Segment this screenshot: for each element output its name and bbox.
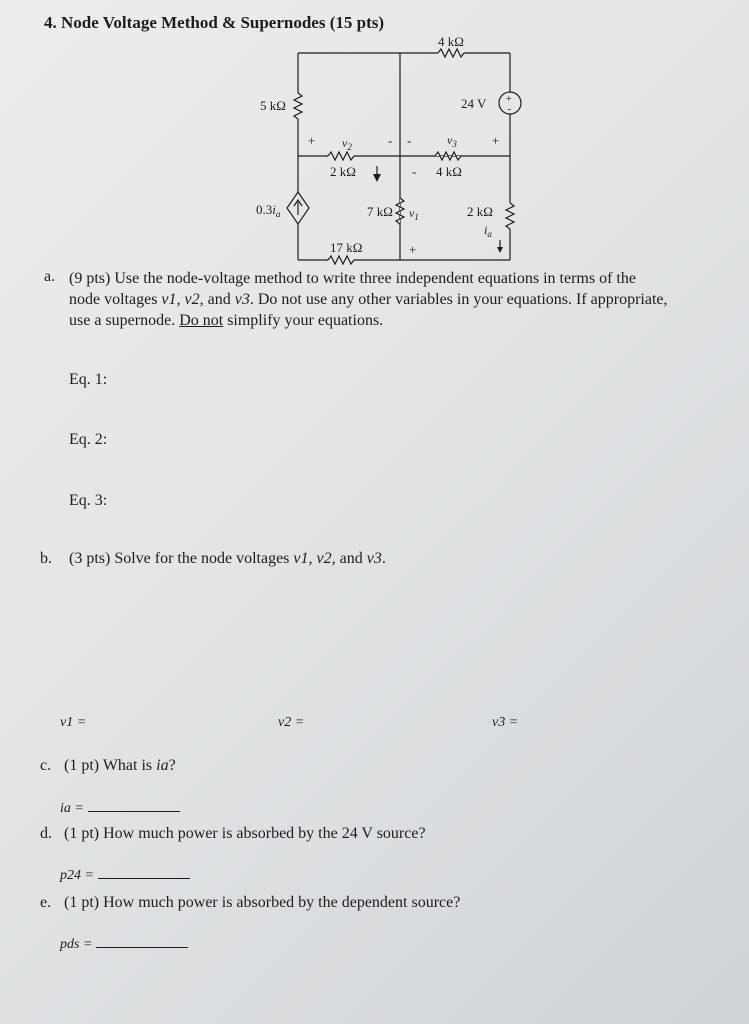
src-minus-sign: - — [507, 103, 512, 115]
part-e-label: e. — [40, 894, 52, 911]
part-e-text: (1 pt) How much power is absorbed by the dependent source? — [64, 894, 461, 911]
part-c-label: c. — [40, 757, 52, 774]
eq1-label: Eq. 1: — [69, 371, 108, 388]
part-b-label: b. — [40, 550, 52, 567]
eq2-label: Eq. 2: — [69, 431, 108, 448]
label-v2: $v_2$ — [342, 136, 352, 152]
part-a-points: (9 pts) — [69, 270, 111, 287]
label-24v: 24 V — [461, 96, 487, 111]
label-v3: $v_3$ — [447, 133, 457, 149]
resistor-17k — [328, 256, 354, 264]
v2-answer: v2 = — [278, 715, 305, 730]
part-d-label: d. — [40, 825, 52, 842]
v3-answer: v3 = — [492, 715, 519, 730]
problem-title: 4. Node Voltage Method & Supernodes (15 pts) — [44, 13, 385, 32]
resistor-4k-v3 — [435, 152, 461, 160]
label-ia: $i_a$ — [484, 223, 492, 239]
label-r-7k: 7 kΩ — [367, 204, 393, 219]
resistor-4k-top — [438, 49, 464, 57]
eq3-label: Eq. 3: — [69, 492, 108, 509]
p24-answer-blank[interactable] — [98, 865, 190, 879]
pds-answer: pds = — [60, 934, 188, 953]
part-d-text: (1 pt) How much power is absorbed by the 24 V source? — [64, 825, 426, 842]
resistor-2k-v2 — [328, 152, 354, 160]
v3-minus: - — [407, 133, 412, 148]
circuit-diagram — [230, 28, 540, 278]
resistor-2k-right — [506, 203, 514, 229]
label-dep-src: $0.3i_a$ — [256, 202, 281, 219]
part-a-label: a. — [44, 268, 56, 285]
v2-minus: - — [388, 133, 393, 148]
v1-plus: + — [409, 242, 417, 257]
label-r-right: 2 kΩ — [467, 204, 493, 219]
current-arrow-head — [373, 174, 381, 182]
mid-minus: - — [412, 164, 417, 179]
ia-answer: ia = — [60, 798, 180, 817]
v2-plus: + — [308, 133, 316, 148]
v1-answer: v1 = — [60, 715, 87, 730]
label-r-v3: 4 kΩ — [436, 164, 462, 179]
part-b-text: (3 pts) Solve for the node voltages v1, v2, and v3. — [69, 550, 386, 567]
v3-plus: + — [492, 133, 500, 148]
label-r-top: 4 kΩ — [438, 34, 464, 49]
resistor-7k — [396, 198, 404, 224]
pds-answer-blank[interactable] — [96, 934, 188, 948]
ia-arrow-head — [497, 247, 503, 253]
part-a-line1: Use the node-voltage method to write three independent equations in terms of the — [114, 270, 636, 287]
part-a-text: (9 pts) Use the node-voltage method to write three independent equations in terms of the node voltages v1, v2, and v3. Do not use any other variables in your equations. If appropriate, use a supernode. Do not simplify your equations. — [69, 270, 668, 329]
ia-answer-blank[interactable] — [88, 798, 180, 812]
label-v1: $v_1$ — [409, 206, 419, 222]
p24-answer: p24 = — [60, 865, 190, 884]
label-r-left: 5 kΩ — [260, 98, 286, 113]
label-r-bottom: 17 kΩ — [330, 240, 363, 255]
label-r-v2: 2 kΩ — [330, 164, 356, 179]
src-plus-sign: + — [506, 94, 512, 105]
resistor-5k — [294, 93, 302, 119]
part-c-text: (1 pt) What is ia? — [64, 757, 176, 774]
